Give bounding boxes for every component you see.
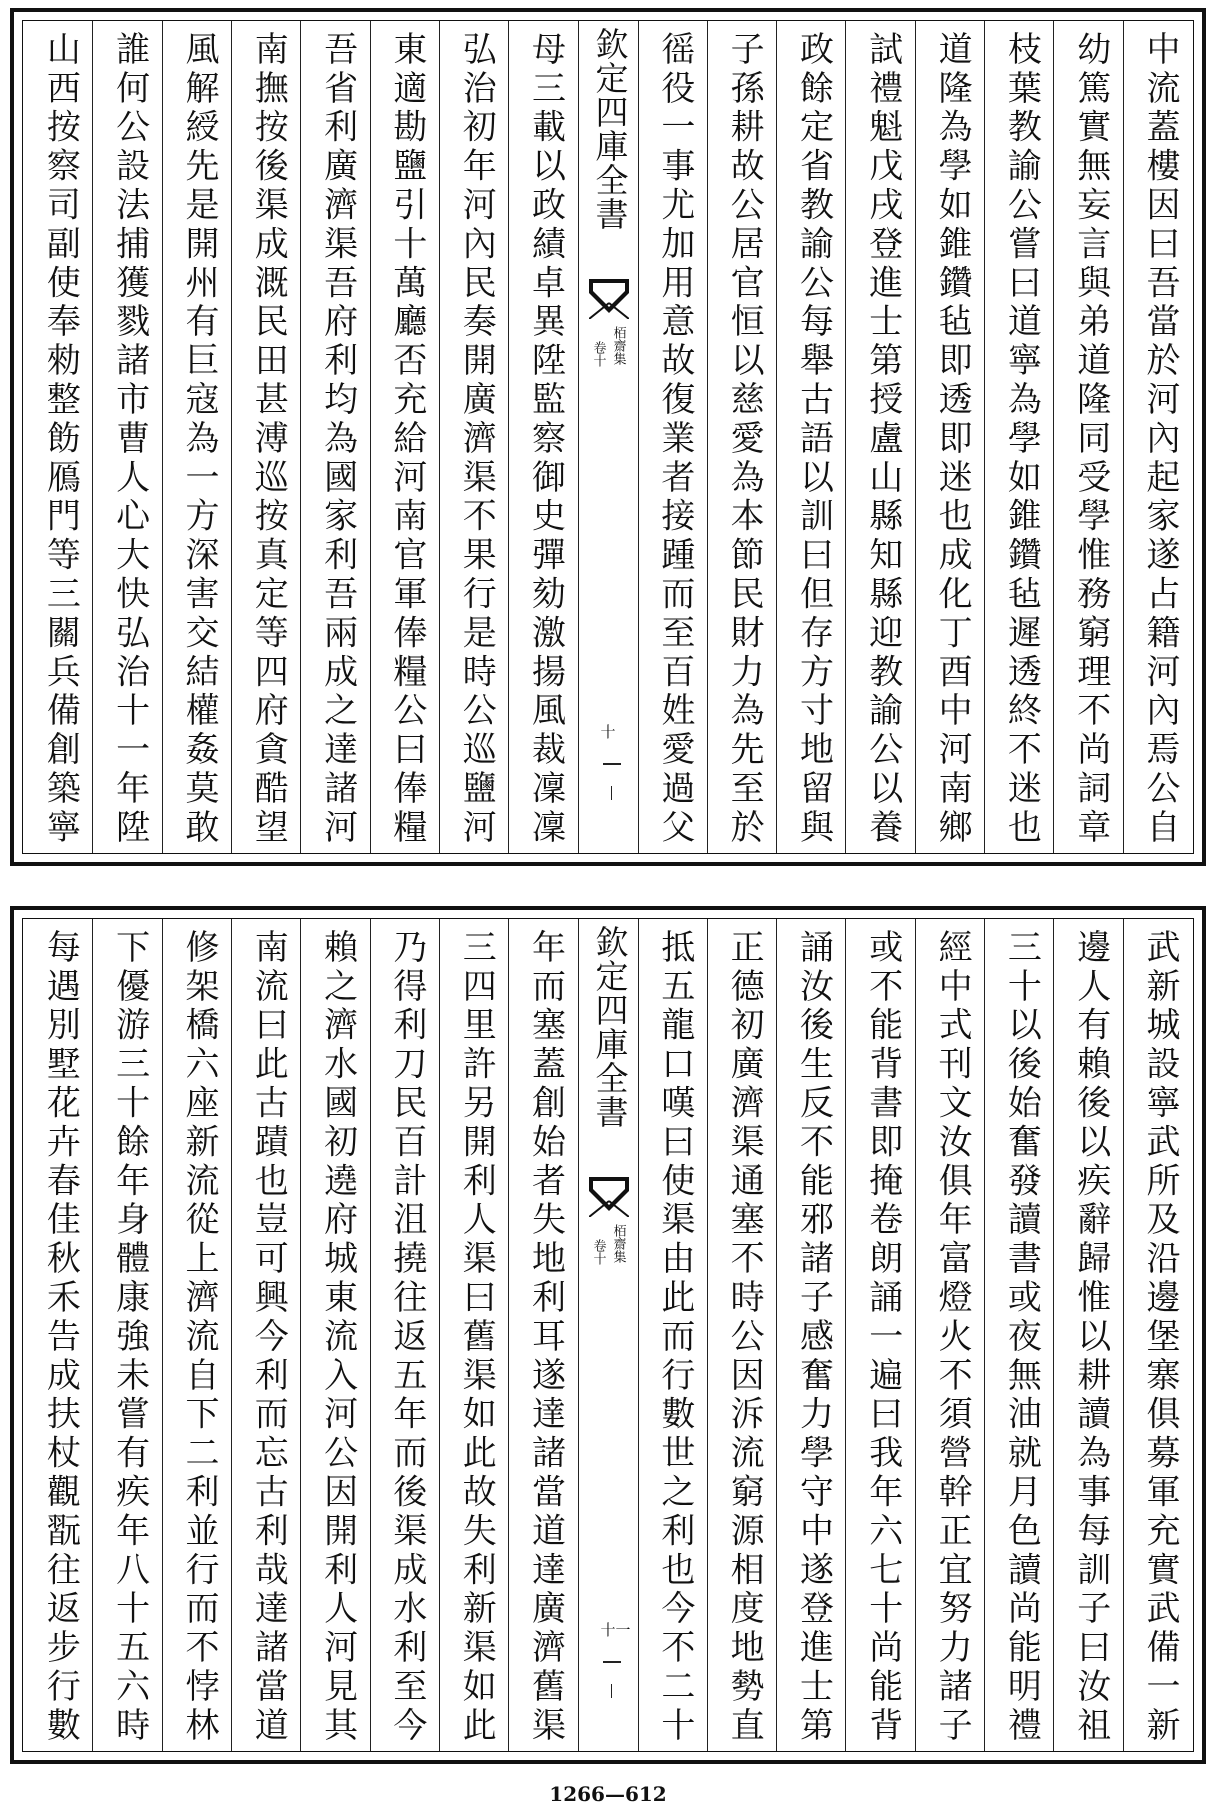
page-number-footer: 1266—612 (549, 1782, 667, 1806)
column-text: 枝葉教諭公嘗曰道寧為學如錐鑽毡遲透終不迷也 (1001, 31, 1042, 843)
page-frame (22, 20, 1194, 854)
folio-rule (603, 1661, 621, 1663)
text-column (776, 919, 845, 1751)
column-text: 賴之濟水國初遶府城東流入河公因開利人河見其 (317, 929, 358, 1741)
column-text: 下優游三十餘年身體康強未嘗有疾年八十五六時 (109, 929, 150, 1741)
column-text: 山西按察司副使奉勑整飭鴈門等三關兵備創築寧 (40, 31, 81, 843)
column-text: 年而塞蓋創始者失地利耳遂達諸當道達廣濟舊渠 (525, 929, 566, 1741)
column-text: 三十以後始奮發讀書或夜無油就月色讀尚能明禮 (1001, 929, 1042, 1741)
column-text: 或不能背書即掩卷朗誦一遍曰我年六七十尚能背 (862, 929, 903, 1741)
book-title: 栢齋集 (610, 1224, 626, 1263)
text-column (707, 21, 776, 853)
text-column (638, 21, 707, 853)
text-column (638, 919, 707, 1751)
text-columns (23, 919, 1193, 1751)
text-column (845, 21, 914, 853)
column-text: 子孫耕故公居官恒以慈愛為本節民財力為先至於 (724, 31, 765, 843)
folio-rule (603, 763, 621, 765)
column-text: 道隆為學如錐鑽毡即透即迷也成化丁酉中河南鄉 (932, 31, 973, 843)
text-column (845, 919, 914, 1751)
text-column (508, 919, 577, 1751)
juan-label: 卷十 (590, 341, 606, 367)
text-column (231, 919, 300, 1751)
column-text: 邊人有賴後以疾辭歸惟以耕讀為事每訓子曰汝祖 (1070, 929, 1111, 1741)
folio-number: 十一 (600, 1621, 631, 1639)
column-text: 試禮魁戊戌登進士第授盧山縣知縣迎教諭公以養 (862, 31, 903, 843)
page-top (10, 8, 1206, 866)
text-column (984, 21, 1053, 853)
fishtail-ornament-icon (589, 1177, 629, 1217)
column-text: 三四里許另開利人渠曰舊渠如此故失利新渠如此 (456, 929, 497, 1741)
column-text: 幼篤實無妄言與弟道隆同受學惟務窮理不尚詞章 (1070, 31, 1111, 843)
text-column (915, 21, 984, 853)
text-column (92, 919, 161, 1751)
text-column (23, 21, 92, 853)
text-column (439, 919, 508, 1751)
fishtail-ornament-icon (589, 279, 629, 319)
column-text: 乃得利刀民百計沮撓往返五年而後渠成水利至今 (386, 929, 427, 1741)
text-column (23, 919, 92, 1751)
column-text: 弘治初年河內民奏開廣濟渠不果行是時公巡鹽河 (456, 31, 497, 843)
center-gutter (578, 21, 638, 853)
text-column (1053, 919, 1122, 1751)
column-text: 誦汝後生反不能邪諸子感奮力學守中遂登進士第 (793, 929, 834, 1741)
text-column (984, 919, 1053, 1751)
text-column (92, 21, 161, 853)
column-text: 母三載以政績卓異陞監察御史彈劾激揚風裁凜凜 (525, 31, 566, 843)
text-column (162, 21, 231, 853)
text-column (776, 21, 845, 853)
text-column (1123, 919, 1192, 1751)
text-column (1053, 21, 1122, 853)
column-text: 徭役一事尤加用意故復業者接踵而至百姓愛過父 (654, 31, 695, 843)
column-text: 南撫按後渠成溉民田甚溥巡按真定等四府貪酷望 (248, 31, 289, 843)
text-column (1123, 21, 1192, 853)
text-column (707, 919, 776, 1751)
column-text: 修架橋六座新流從上濟流自下二利並行而不悖林 (178, 929, 219, 1741)
column-text: 經中式刊文汝俱年富燈火不須營幹正宜努力諸子 (932, 929, 973, 1741)
column-text: 政餘定省教諭公每舉古語以訓曰但存方寸地留與 (793, 31, 834, 843)
column-text: 正德初廣濟渠通塞不時公因泝流窮源相度地勢直 (724, 929, 765, 1741)
text-column (231, 21, 300, 853)
column-text: 誰何公設法捕獲戮諸市曹人心大快弘治十一年陞 (109, 31, 150, 843)
text-column (300, 21, 369, 853)
folio-tick (611, 1684, 613, 1698)
column-text: 東適勘鹽引十萬廳否充給河南官軍俸糧公曰俸糧 (386, 31, 427, 843)
center-gutter (578, 919, 638, 1751)
juan-label: 卷十 (590, 1239, 606, 1265)
text-column (508, 21, 577, 853)
column-text: 吾省利廣濟渠吾府利均為國家利吾兩成之達諸河 (317, 31, 358, 843)
text-column (439, 21, 508, 853)
folio-number: 十 (600, 723, 616, 741)
column-text: 南流曰此古蹟也豈可興今利而忘古利哉達諸當道 (248, 929, 289, 1741)
collection-title: 欽定四庫全書 (590, 27, 630, 231)
column-text: 每遇別墅花卉春佳秋禾告成扶杖觀翫往返步行數 (40, 929, 81, 1741)
text-column (370, 919, 439, 1751)
column-text: 抵五龍口嘆曰使渠由此而行數世之利也今不二十 (654, 929, 695, 1741)
text-column (915, 919, 984, 1751)
text-column (300, 919, 369, 1751)
collection-title: 欽定四庫全書 (590, 925, 630, 1129)
column-text: 中流蓋樓因曰吾當於河內起家遂占籍河內焉公自 (1140, 31, 1180, 843)
column-text: 風解綬先是開州有巨寇為一方深害交結權姦莫敢 (178, 31, 219, 843)
column-text: 武新城設寧武所及沿邊堡寨俱募軍充實武備一新 (1140, 929, 1180, 1741)
page-frame (22, 918, 1194, 1752)
text-column (162, 919, 231, 1751)
text-columns (23, 21, 1193, 853)
text-column (370, 21, 439, 853)
book-title: 栢齋集 (610, 326, 626, 365)
folio-tick (611, 786, 613, 800)
page-bottom (10, 906, 1206, 1764)
